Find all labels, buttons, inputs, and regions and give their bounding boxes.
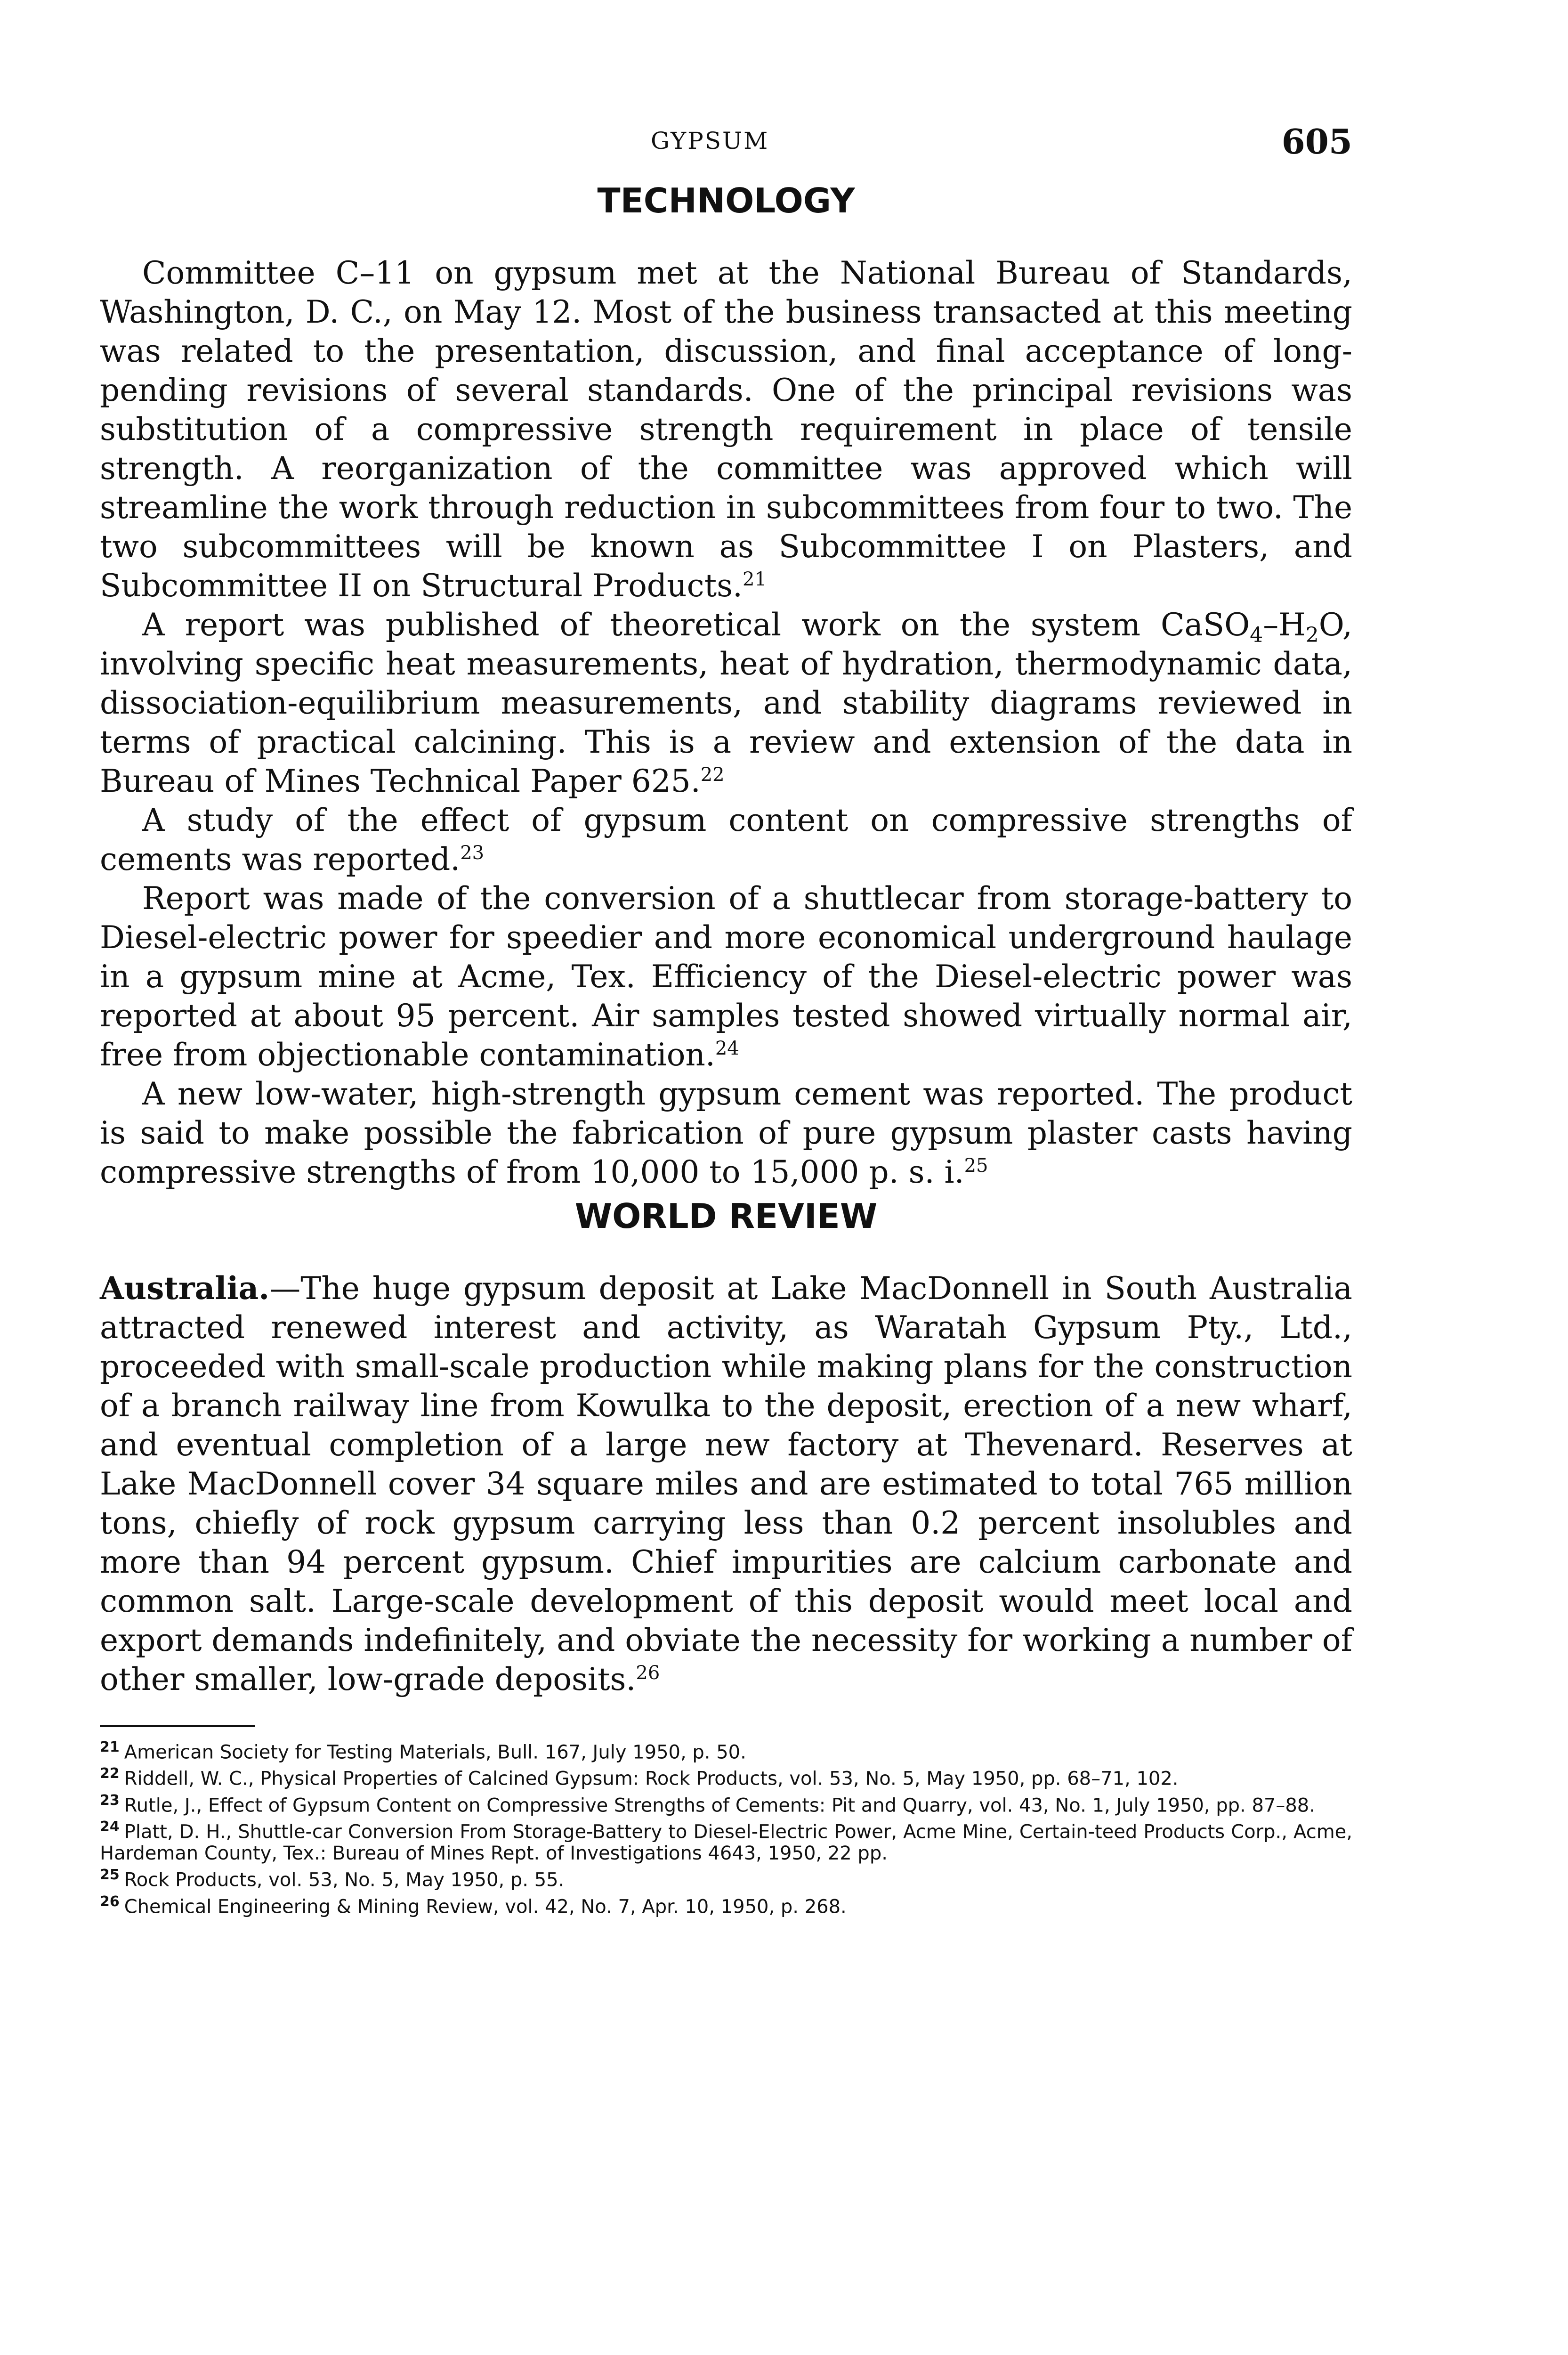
page-number: 605	[1281, 122, 1352, 162]
paragraph-text: –H	[1263, 607, 1306, 643]
footnote	[100, 1763, 1352, 1789]
footnote-text: Chemical Engineering & Mining Review, vol. 42, No. 7, Apr. 10, 1950, p. 268.	[124, 1895, 847, 1917]
footnote	[100, 1816, 1352, 1864]
footnote-number: 22	[100, 1765, 120, 1782]
footnote-number: 24	[100, 1818, 120, 1835]
footnote-text: American Society for Testing Materials, Bull. 167, July 1950, p. 50.	[124, 1741, 746, 1763]
subscript: 2	[1305, 623, 1319, 648]
footnote	[100, 1864, 1352, 1891]
footnote-number: 26	[100, 1893, 120, 1910]
paragraph-text: Committee C–11 on gypsum met at the National Bureau of Standards, Washington, D. C., on May 12. Most of the business transacted at this meeting was related to the presentation, discussion, and final acceptance of long-pending revisions of several standards. One of the principal revisions was substitution of a compressive strength requirement in place of tensile strength. A reorganization of the committee was approved which will streamline the work through reduction in subcommittees from four to two. The two subcommittees will be known as Subcommittee I on Plasters, and Subcommittee II on Structural Products.	[100, 255, 1352, 604]
footnote	[100, 1737, 1352, 1763]
subscript: 4	[1250, 623, 1263, 648]
paragraph-text: O, involving specific heat measurements, heat of hydration, thermodynamic data, dissociation-equilibrium measurements, and stability diagrams reviewed in terms of practical calcining. This is a review and extension of the data in Bureau of Mines Technical Paper 625.	[100, 607, 1352, 799]
footnote-ref: 22	[700, 764, 725, 786]
paragraph	[100, 1074, 1352, 1192]
paragraph-text: A new low-water, high-strength gypsum cement was reported. The product is said to make possible the fabrication of pure gypsum plaster casts having compressive strengths of from 10,000 to 15,000 p. s. i.	[100, 1076, 1352, 1190]
section-heading-world-review: WORLD REVIEW	[574, 1196, 878, 1236]
footnote	[100, 1790, 1352, 1816]
footnote	[100, 1891, 1352, 1917]
footnote-text: Platt, D. H., Shuttle-car Conversion From Storage-Battery to Diesel-Electric Power, Acme Mine, Certain-teed Products Corp., Acme, Hardeman County, Tex.: Bureau of Mines Rept. of Investigations 4643, 1950, 22 pp.	[100, 1821, 1352, 1865]
paragraph	[100, 253, 1352, 605]
paragraph	[100, 879, 1352, 1074]
footnote-ref: 24	[715, 1038, 739, 1059]
footnote-text: Rock Products, vol. 53, No. 5, May 1950, p. 55.	[124, 1869, 565, 1891]
running-head	[100, 118, 1352, 165]
section-heading-technology: TECHNOLOGY	[597, 181, 855, 220]
paragraph	[100, 1269, 1352, 1699]
footnote-divider	[100, 1725, 255, 1727]
footnote-number: 25	[100, 1867, 120, 1884]
paragraph	[100, 801, 1352, 879]
footnote-number: 21	[100, 1739, 120, 1755]
paragraph-text: A report was published of theoretical work on the system CaSO	[142, 607, 1250, 643]
paragraph-text: —The huge gypsum deposit at Lake MacDonnell in South Australia attracted renewed interest and activity, as Waratah Gypsum Pty., Ltd., proceeded with small-scale production while making plans for the construction of a branch railway line from Kowulka to the deposit, erection of a new wharf, and eventual completion of a large new factory at Thevenard. Reserves at Lake MacDonnell cover 34 square miles and are estimated to total 765 million tons, chiefly of rock gypsum carrying less than 0.2 percent insolubles and more than 94 percent gypsum. Chief impurities are calcium carbonate and common salt. Large-scale development of this deposit would meet local and export demands indefinitely, and obviate the necessity for working a number of other smaller, low-grade deposits.	[100, 1270, 1352, 1697]
paragraph	[100, 605, 1352, 801]
paragraph-text: Report was made of the conversion of a shuttlecar from storage-battery to Diesel-electric power for speedier and more economical underground haulage in a gypsum mine at Acme, Tex. Efficiency of the Diesel-electric power was reported at about 95 percent. Air samples tested showed virtually normal air, free from objectionable contamination.	[100, 880, 1352, 1073]
footnotes	[100, 1737, 1352, 1917]
footnote-text: Riddell, W. C., Physical Properties of Calcined Gypsum: Rock Products, vol. 53, No. 5, May 1950, pp. 68–71, 102.	[124, 1768, 1179, 1790]
footnote-number: 23	[100, 1792, 120, 1809]
footnote-ref: 26	[636, 1662, 660, 1684]
footnote-text: Rutle, J., Effect of Gypsum Content on Compressive Strengths of Cements: Pit and Quarry, vol. 43, No. 1, July 1950, pp. 87–88.	[124, 1794, 1315, 1816]
footnote-ref: 25	[964, 1155, 988, 1177]
country-lead: Australia.	[100, 1270, 270, 1307]
paragraph-text: A study of the effect of gypsum content on compressive strengths of cements was reported.	[100, 802, 1352, 877]
footnote-ref: 23	[460, 842, 485, 864]
running-title: GYPSUM	[651, 127, 769, 154]
footnote-ref: 21	[743, 568, 767, 590]
document-page	[100, 118, 1352, 1917]
